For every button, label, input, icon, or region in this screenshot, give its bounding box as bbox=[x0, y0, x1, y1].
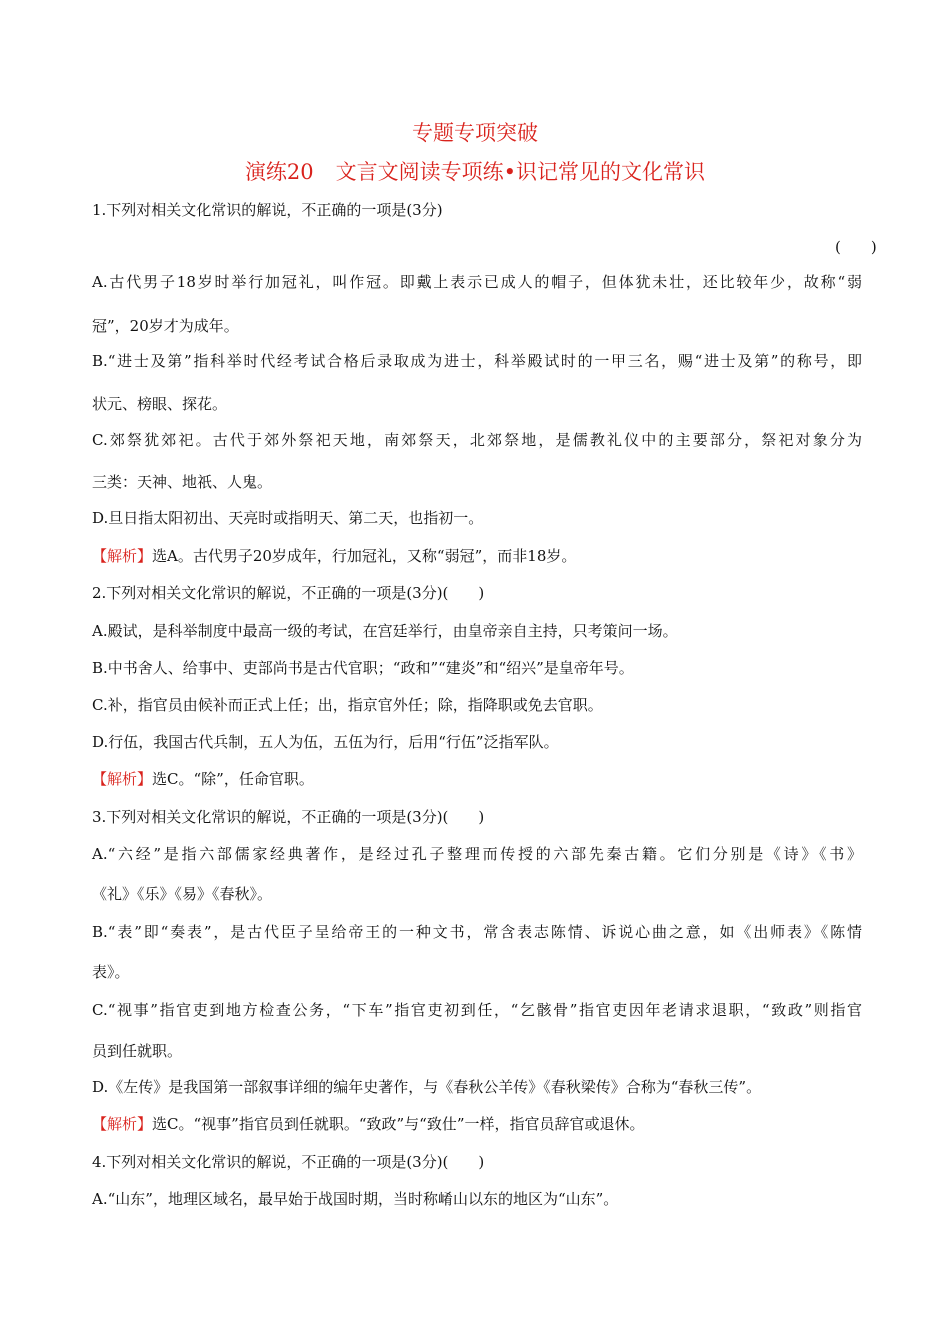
q1-option-a-cont: 冠”，20岁才为成年。 bbox=[92, 317, 239, 335]
exercise-number: 演练20 bbox=[244, 160, 314, 184]
q3-stem: 3.下列对相关文化常识的解说，不正确的一项是(3分)( ) bbox=[92, 808, 485, 826]
q2-stem: 2.下列对相关文化常识的解说，不正确的一项是(3分)( ) bbox=[92, 584, 485, 602]
q3-analysis bbox=[92, 1113, 862, 1135]
q2-option-b: B.中书舍人、给事中、吏部尚书是古代官职；“政和”“建炎”和“绍兴”是皇帝年号。 bbox=[92, 659, 634, 677]
q1-option-d: D.旦日指太阳初出、天亮时或指明天、第二天，也指初一。 bbox=[92, 509, 484, 527]
exercise-topic: 文言文阅读专项练•识记常见的文化常识 bbox=[335, 160, 706, 184]
page-title: 专题专项突破 bbox=[412, 121, 538, 145]
q2-analysis bbox=[92, 768, 862, 790]
q1-option-b: B.“进士及第”指科举时代经考试合格后录取成为进士，科举殿试时的一甲三名，赐“进士及第”的称号，即 bbox=[92, 352, 862, 370]
q2-option-d: D.行伍，我国古代兵制，五人为伍，五伍为行，后用“行伍”泛指军队。 bbox=[92, 733, 559, 751]
q3-option-a: A.“六经”是指六部儒家经典著作，是经过孔子整理而传授的六部先秦古籍。它们分别是《诗》《书》 bbox=[92, 845, 862, 863]
analysis-tag: 【解析】 bbox=[92, 1115, 153, 1133]
q4-stem: 4.下列对相关文化常识的解说，不正确的一项是(3分)( ) bbox=[92, 1153, 485, 1171]
q3-option-a-cont: 《礼》《乐》《易》《春秋》。 bbox=[92, 885, 273, 903]
q3-analysis-text: 选C。“视事”指官员到任就职。“致政”与“致仕”一样，指官员辞官或退休。 bbox=[152, 1115, 645, 1133]
q2-analysis-text: 选C。“除”，任命官职。 bbox=[152, 770, 314, 788]
q1-analysis bbox=[92, 545, 862, 567]
q1-option-c-cont: 三类：天神、地祇、人鬼。 bbox=[92, 473, 273, 491]
analysis-tag: 【解析】 bbox=[92, 770, 153, 788]
q4-option-a: A.“山东”，地理区域名，最早始于战国时期，当时称崤山以东的地区为“山东”。 bbox=[92, 1190, 619, 1208]
analysis-tag: 【解析】 bbox=[92, 547, 153, 565]
q3-option-c: C.“视事”指官吏到地方检查公务，“下车”指官吏初到任，“乞骸骨”指官吏因年老请求退职，“致政”则指官 bbox=[92, 1001, 862, 1019]
page-subtitle bbox=[0, 157, 950, 187]
q2-option-c: C.补，指官员由候补而正式上任；出，指京官外任；除，指降职或免去官职。 bbox=[92, 696, 603, 714]
q1-option-a: A.古代男子18岁时举行加冠礼，叫作冠。即戴上表示已成人的帽子，但体犹未壮，还比较年少，故称“弱 bbox=[92, 273, 862, 291]
q3-option-b: B.“表”即“奏表”，是古代臣子呈给帝王的一种文书，常含表志陈情、诉说心曲之意，如《出师表》《陈情 bbox=[92, 923, 862, 941]
q3-option-b-cont: 表》。 bbox=[92, 963, 130, 981]
q3-option-d: D.《左传》是我国第一部叙事详细的编年史著作，与《春秋公羊传》《春秋梁传》合称为“春秋三传”。 bbox=[92, 1078, 762, 1096]
q1-stem: 1.下列对相关文化常识的解说，不正确的一项是(3分) bbox=[92, 201, 443, 219]
q1-option-c: C.郊祭犹郊祀。古代于郊外祭祀天地，南郊祭天，北郊祭地，是儒教礼仪中的主要部分，祭祀对象分为 bbox=[92, 431, 862, 449]
q2-option-a: A.殿试，是科举制度中最高一级的考试，在宫廷举行，由皇帝亲自主持，只考策问一场。 bbox=[92, 622, 678, 640]
q1-answer-blank: ( ) bbox=[835, 238, 877, 256]
q1-option-b-cont: 状元、榜眼、探花。 bbox=[92, 395, 228, 413]
q3-option-c-cont: 员到任就职。 bbox=[92, 1042, 183, 1060]
q1-analysis-text: 选A。古代男子20岁成年，行加冠礼，又称“弱冠”，而非18岁。 bbox=[152, 547, 577, 565]
